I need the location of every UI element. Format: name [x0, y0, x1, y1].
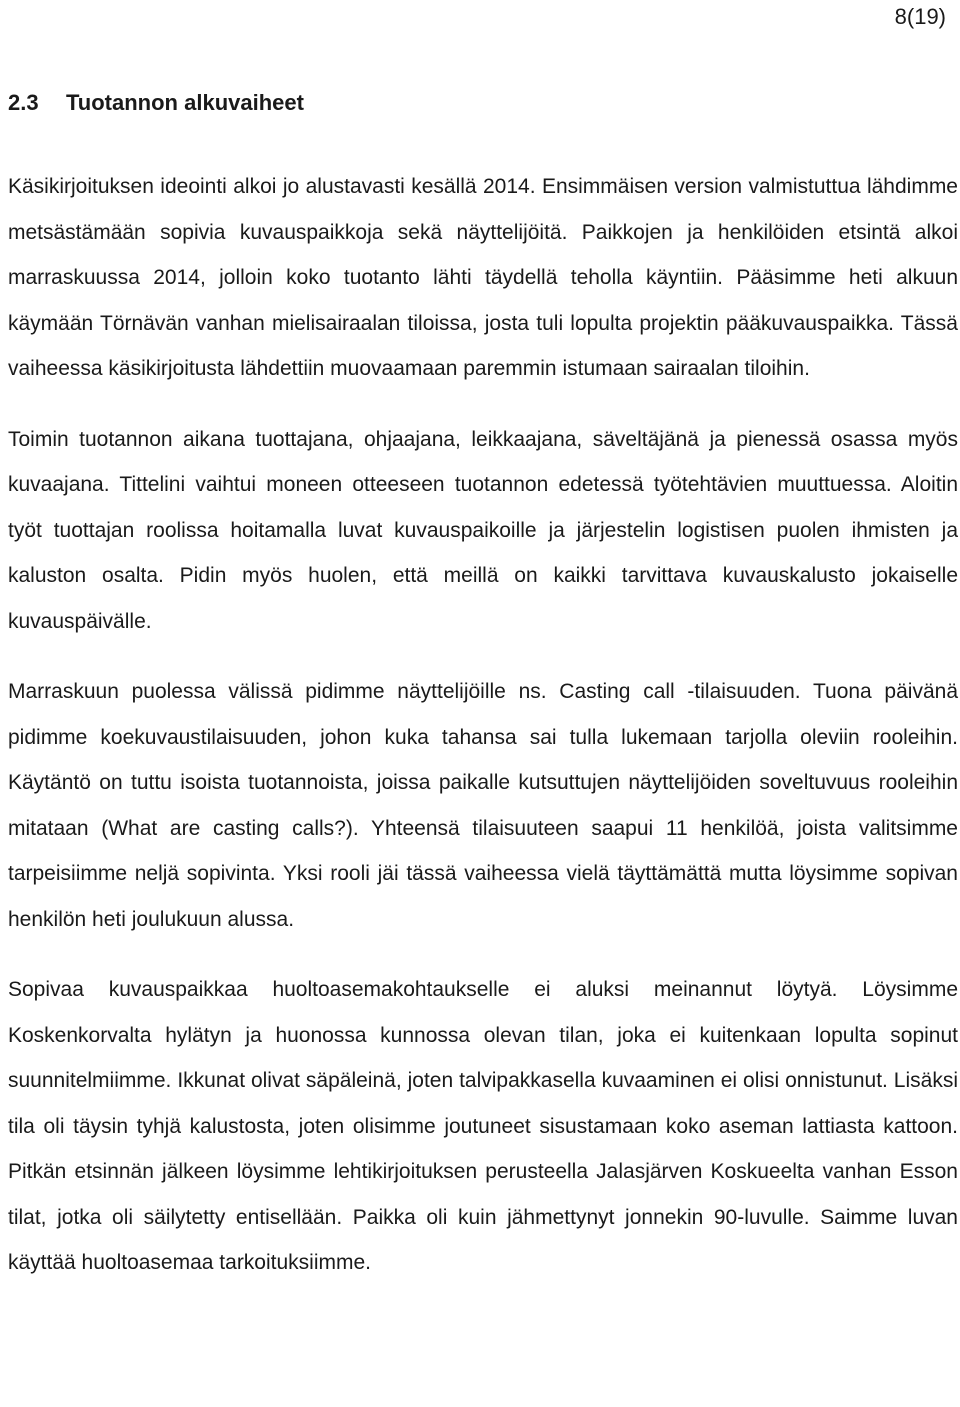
section-title: Tuotannon alkuvaiheet: [66, 90, 304, 115]
paragraph-1: Käsikirjoituksen ideointi alkoi jo alustavasti kesällä 2014. Ensimmäisen version valmistuttua lähdimme metsästämään sopivia kuvauspaikkoja sekä näyttelijöitä. Paikkojen ja henkilöiden etsintä alkoi marraskuussa 2014, jolloin koko tuotanto lähti täydellä teholla käyntiin. Pääsimme heti alkuun käymään Törnävän vanhan mielisairaalan tiloissa, josta tuli lopulta projektin pääkuvauspaikka. Tässä vaiheessa käsikirjoitusta lähdettiin muovaamaan paremmin istumaan sairaalan tiloihin.: [8, 175, 958, 380]
section-heading: [8, 88, 304, 118]
section-number: 2.3: [8, 90, 39, 115]
page-number: 8(19): [894, 4, 946, 29]
paragraph-2: Toimin tuotannon aikana tuottajana, ohjaajana, leikkaajana, säveltäjänä ja pienessä osassa myös kuvaajana. Tittelini vaihtui moneen otteeseen tuotannon edetessä työtehtävien muuttuessa. Aloitin työt tuottajan roolissa hoitamalla luvat kuvauspaikoille ja järjestelin logistisen puolen ihmisten ja kaluston osalta. Pidin myös huolen, että meillä on kaikki tarvittava kuvauskalusto jokaiselle kuvauspäivälle.: [8, 427, 958, 633]
body-text: [8, 164, 958, 1311]
paragraph-4: Sopivaa kuvauspaikkaa huoltoasemakohtaukselle ei aluksi meinannut löytyä. Löysimme Koskenkorvalta hylätyn ja huonossa kunnossa olevan tilan, joka ei kuitenkaan lopulta sopinut suunnitelmiimme. Ikkunat olivat säpäleinä, joten talvipakkasella kuvaaminen ei olisi onnistunut. Lisäksi tila oli täysin tyhjä kalustosta, joten olisimme joutuneet sisustamaan koko aseman lattiasta kattoon. Pitkän etsinnän jälkeen löysimme lehtikirjoituksen perusteella Jalasjärven Koskueelta vanhan Esson tilat, jotka oli säilytetty entisellään. Paikka oli kuin jähmettynyt jonnekin 90-luvulle. Saimme luvan käyttää huoltoasemaa tarkoituksiimme.: [8, 978, 958, 1274]
paragraph-3: Marraskuun puolessa välissä pidimme näyttelijöille ns. Casting call -tilaisuuden. Tuona päivänä pidimme koekuvaustilaisuuden, johon kuka tahansa sai tulla lukemaan tarjolla oleviin rooleihin. Käytäntö on tuttu isoista tuotannoista, joissa paikalle kutsuttujen näyttelijöiden soveltuvuus rooleihin mitataan (What are casting calls?). Yhteensä tilaisuuteen saapui 11 henkilöä, joista valitsimme tarpeisiimme neljä sopivinta. Yksi rooli jäi tässä vaiheessa vielä täyttämättä mutta löysimme sopivan henkilön heti joulukuun alussa.: [8, 680, 958, 931]
